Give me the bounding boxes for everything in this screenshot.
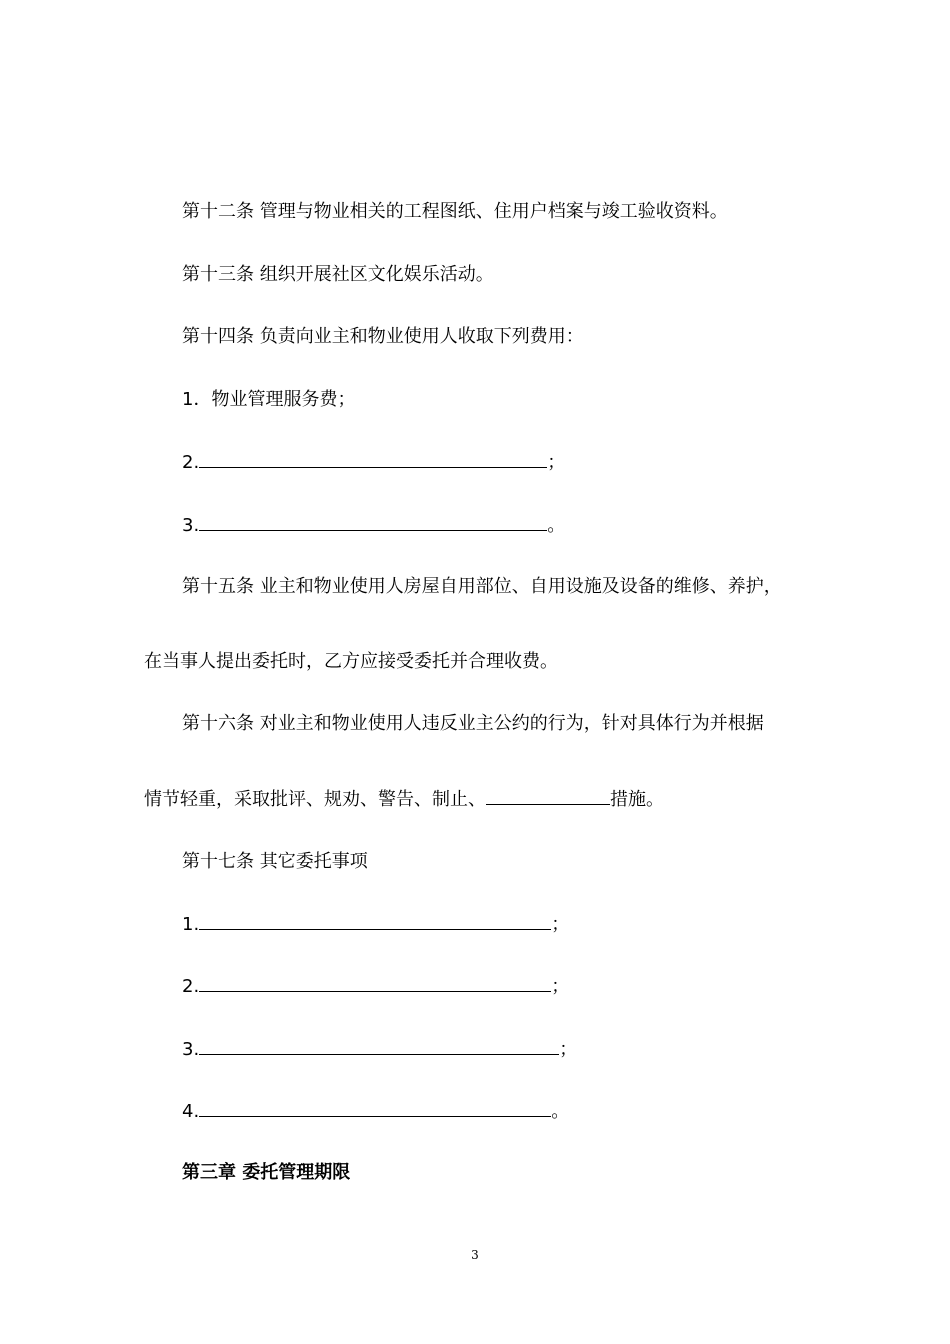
item-end: 。	[547, 515, 566, 536]
article-17-item-1	[182, 912, 569, 937]
item-label: 2.	[182, 452, 200, 473]
fill-in-blank[interactable]	[486, 787, 610, 805]
article-15-line-1: 第十五条 业主和物业使用人房屋自用部位、自用设施及设备的维修、养护，	[182, 576, 782, 597]
article-16-line-1: 第十六条 对业主和物业使用人违反业主公约的行为，针对具体行为并根据	[182, 713, 764, 734]
article-16-line-2	[144, 787, 664, 812]
article-12: 第十二条 管理与物业相关的工程图纸、住用户档案与竣工验收资料。	[182, 201, 728, 222]
article-17-item-3	[182, 1037, 577, 1062]
item-label: 3.	[182, 1039, 200, 1060]
item-label: 2.	[182, 976, 200, 997]
item-label: 3.	[182, 515, 200, 536]
fill-in-blank[interactable]	[199, 912, 551, 930]
article-14-item-2	[182, 450, 565, 475]
article-14-item-1: 1．物业管理服务费；	[182, 389, 356, 410]
page-number: 3	[471, 1248, 479, 1262]
fill-in-blank[interactable]	[199, 513, 547, 531]
item-label: 4.	[182, 1101, 200, 1122]
article-15-line-2: 在当事人提出委托时，乙方应接受委托并合理收费。	[144, 651, 558, 672]
article-14: 第十四条 负责向业主和物业使用人收取下列费用：	[182, 326, 584, 347]
chapter-3-heading: 第三章 委托管理期限	[182, 1162, 351, 1183]
fill-in-blank[interactable]	[199, 974, 551, 992]
item-end: 。	[551, 1101, 570, 1122]
fill-in-blank[interactable]	[199, 450, 547, 468]
article-14-item-3	[182, 513, 565, 538]
article-17-item-4	[182, 1099, 569, 1124]
fill-in-blank[interactable]	[199, 1037, 559, 1055]
article-13: 第十三条 组织开展社区文化娱乐活动。	[182, 264, 494, 285]
article-17: 第十七条 其它委托事项	[182, 851, 368, 872]
item-end: ；	[559, 1039, 578, 1060]
fill-in-blank[interactable]	[199, 1099, 551, 1117]
article-17-item-2	[182, 974, 569, 999]
article-16-end: 措施。	[610, 789, 664, 810]
item-label: 1.	[182, 914, 200, 935]
item-end: ；	[551, 914, 570, 935]
item-end: ；	[551, 976, 570, 997]
item-end: ；	[547, 452, 566, 473]
article-16-text: 情节轻重，采取批评、规劝、警告、制止、	[144, 789, 486, 810]
